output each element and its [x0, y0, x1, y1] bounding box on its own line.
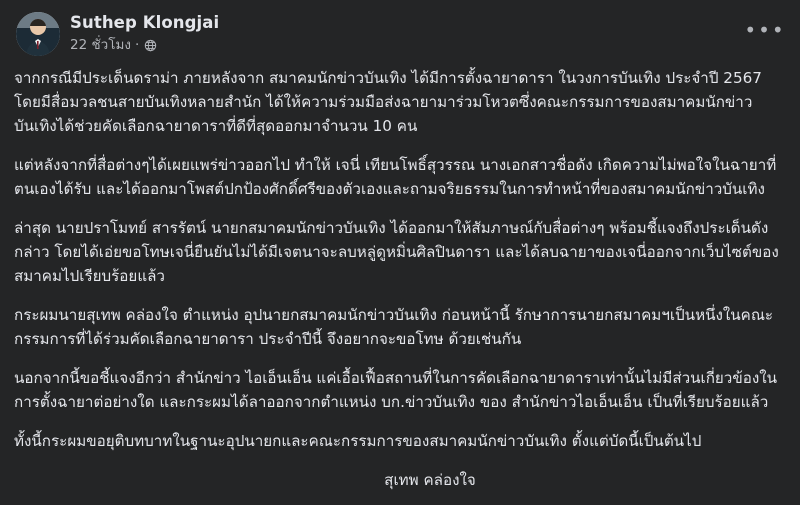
post-text — [14, 66, 786, 505]
profile-photo-graphic — [16, 12, 60, 56]
post-header — [14, 10, 786, 62]
meta-separator: · — [134, 37, 140, 53]
post-paragraph: ทั้งนี้กระผมขอยุติบทบาทในฐานะอุปนายกและคณะกรรมการของสมาคมนักข่าวบันเทิง ตั้งแต่บัดนี้เป็นต้นไป — [14, 432, 702, 451]
post-meta — [70, 36, 219, 54]
post-paragraph: กระผมนายสุเทพ คล่องใจ ตำแหน่ง อุปนายกสมาคมนักข่าวบันเทิง ก่อนหน้านี้ รักษาการนายกสมาคมฯเป็นหนึ่งในคณะกรรมการที่ได้ร่วมคัดเลือกฉายาดารา ประจำปีนี้ จึงอยากจะขอโทษ ด้วยเช่นกัน — [14, 306, 774, 349]
post-paragraph: แต่หลังจากที่สื่อต่างๆได้เผยแพร่ข่าวออกไป ทำให้ เจนี่ เทียนโพธิ์สุวรรณ นางเอกสาวชื่อดัง เกิดความไม่พอใจในฉายาที่ตนเองได้รับ และได้ออกมาโพสต์ปกป้องศักดิ์ศรีของตัวเองและถามจริยธรรมในการทำหน้าที่ของสมาคมนักข่าวบันเทิง — [14, 156, 777, 199]
post-signature: สุเทพ คล่องใจ — [384, 471, 476, 490]
post-paragraph: นอกจากนี้ขอชี้แจงอีกว่า สำนักข่าว ไอเอ็นเอ็น แค่เอื้อเฟื้อสถานที่ในการคัดเลือกฉายาดาราเท่านั้นไม่มีส่วนเกี่ยวข้องในการตั้งฉายาต่อย่างใด และกระผมได้ลาออกจากตำแหน่ง บก.ข่าวบันเทิง ของ สำนักข่าวไอเอ็นเอ็น เป็นที่เรียบร้อยแล้ว — [14, 369, 778, 412]
avatar[interactable] — [16, 12, 60, 56]
more-options-icon[interactable]: ••• — [744, 18, 786, 42]
globe-icon[interactable] — [144, 39, 157, 52]
post-timestamp[interactable]: 22 ชั่วโมง — [70, 37, 131, 53]
post-author-block — [70, 12, 219, 54]
post-paragraph: ล่าสุด นายปราโมทย์ สารรัตน์ นายกสมาคมนักข่าวบันเทิง ได้ออกมาให้สัมภาษณ์กับสื่อต่างๆ พร้อมชี้แจงถึงประเด็นดังกล่าว โดยได้เอ่ยขอโทษเจนี่ยืนยันไม่ได้มีเจตนาจะลบหลู่ดูหมิ่นศิลปินดารา และได้ลบฉายาของเจนี่ออกจากเว็บไซต์ของสมาคมไปเรียบร้อยแล้ว — [14, 219, 779, 286]
post-paragraph: จากกรณีมีประเด็นดราม่า ภายหลังจาก สมาคมนักข่าวบันเทิง ได้มีการตั้งฉายาดารา ในวงการบันเทิง ประจำปี 2567 โดยมีสื่อมวลชนสายบันเทิงหลายสำนัก ได้ให้ความร่วมมือส่งฉายามาร่วมโหวตซึ่งคณะกรรมการของสมาคมนักข่าวบันเทิงได้ช่วยคัดเลือกฉายาดาราที่ดีที่สุดออกมาจำนวน 10 คน — [14, 69, 762, 136]
author-name[interactable]: Suthep Klongjai — [70, 13, 220, 32]
